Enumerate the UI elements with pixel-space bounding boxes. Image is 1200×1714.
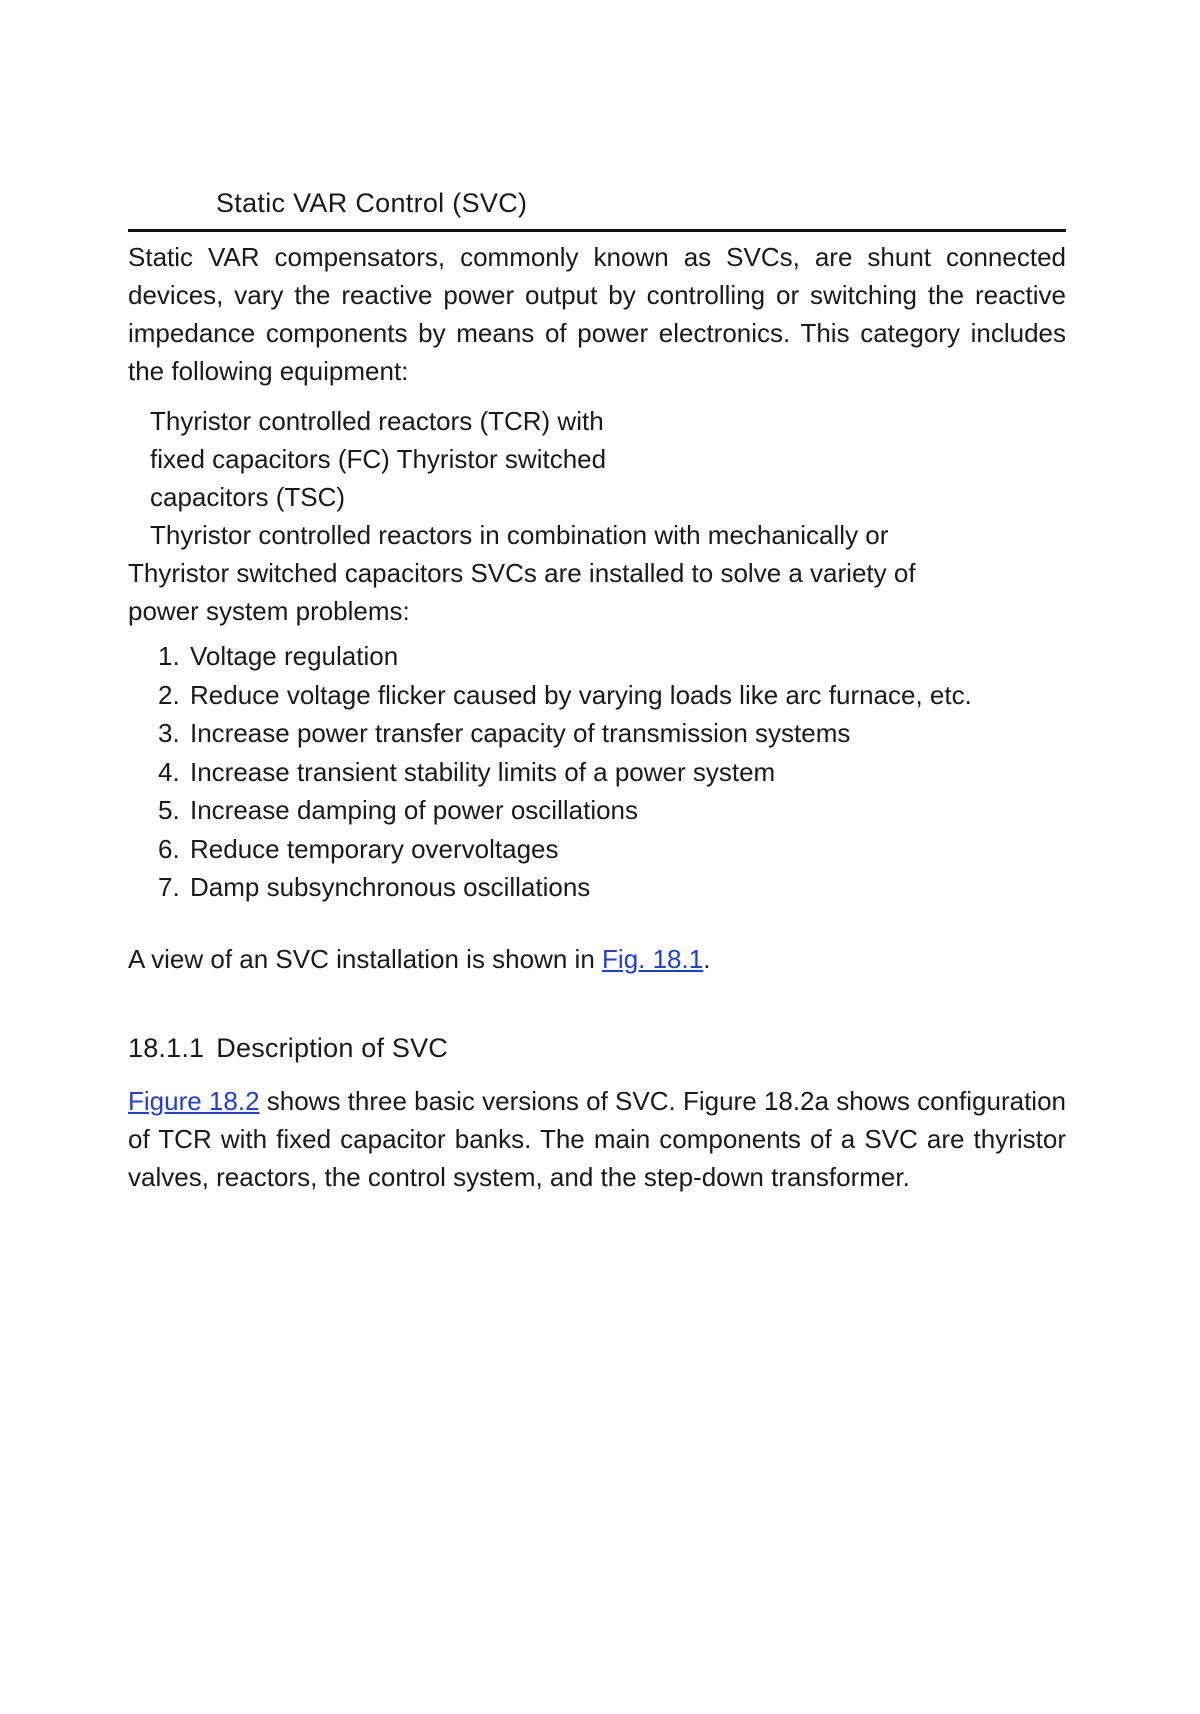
list-item-text: Increase power transfer capacity of transmission systems	[190, 718, 851, 748]
list-item-text: Voltage regulation	[190, 641, 399, 671]
list-item-text: Reduce voltage flicker caused by varying loads like arc furnace, etc.	[190, 679, 972, 710]
section-heading	[128, 1031, 448, 1065]
list-item	[158, 830, 1066, 869]
equipment-line: power system problems:	[128, 596, 410, 626]
list-item-text: Increase damping of power oscillations	[190, 795, 639, 825]
equipment-line: capacitors (TSC)	[150, 482, 346, 512]
view-paragraph	[128, 940, 1066, 978]
fig-18-1-link[interactable]: Fig. 18.1	[602, 944, 704, 974]
list-item-number: 7.	[158, 872, 180, 902]
list-item-number: 6.	[158, 833, 180, 864]
title-divider	[128, 229, 1066, 232]
list-item-text: Reduce temporary overvoltages	[190, 833, 559, 864]
list-item-number: 1.	[158, 641, 180, 671]
list-item	[158, 791, 1066, 830]
equipment-block	[128, 402, 1066, 630]
list-item-number: 5.	[158, 795, 180, 825]
page-title: Static VAR Control (SVC)	[216, 188, 528, 218]
section-number: 18.1.1	[128, 1033, 205, 1063]
equipment-line: fixed capacitors (FC) Thyristor switched	[150, 444, 607, 474]
list-item-number: 3.	[158, 718, 180, 748]
list-item	[158, 753, 1066, 792]
list-item	[158, 676, 1066, 715]
list-item-text: Increase transient stability limits of a power system	[190, 756, 776, 787]
description-paragraph	[128, 1082, 1066, 1196]
equipment-line: Thyristor switched capacitors SVCs are installed to solve a variety of	[128, 558, 916, 588]
intro-paragraph: Static VAR compensators, commonly known as SVCs, are shunt connected devices, vary the reactive power output by controlling or switching the reactive impedance components by means of power electronics. This category includes the following equipment:	[128, 242, 1066, 386]
list-item	[158, 714, 1066, 753]
list-item	[158, 868, 1066, 907]
problems-list	[158, 637, 1066, 907]
description-text: shows three basic versions of SVC. Figure 18.2a shows configuration of TCR with fixed capacitor banks. The main components of a SVC are thyristor valves, reactors, the control system, and the step-down transformer.	[128, 1086, 1066, 1192]
list-item-number: 2.	[158, 679, 180, 710]
section-title: Description of SVC	[216, 1033, 448, 1063]
list-item	[158, 637, 1066, 676]
view-period: .	[703, 944, 711, 974]
list-item-text: Damp subsynchronous oscillations	[190, 872, 591, 902]
figure-18-2-link[interactable]: Figure 18.2	[128, 1086, 260, 1116]
view-text: A view of an SVC installation is shown in	[128, 944, 603, 974]
equipment-line: Thyristor controlled reactors in combination with mechanically or	[150, 520, 889, 550]
equipment-line: Thyristor controlled reactors (TCR) with	[150, 406, 604, 436]
list-item-number: 4.	[158, 756, 180, 787]
